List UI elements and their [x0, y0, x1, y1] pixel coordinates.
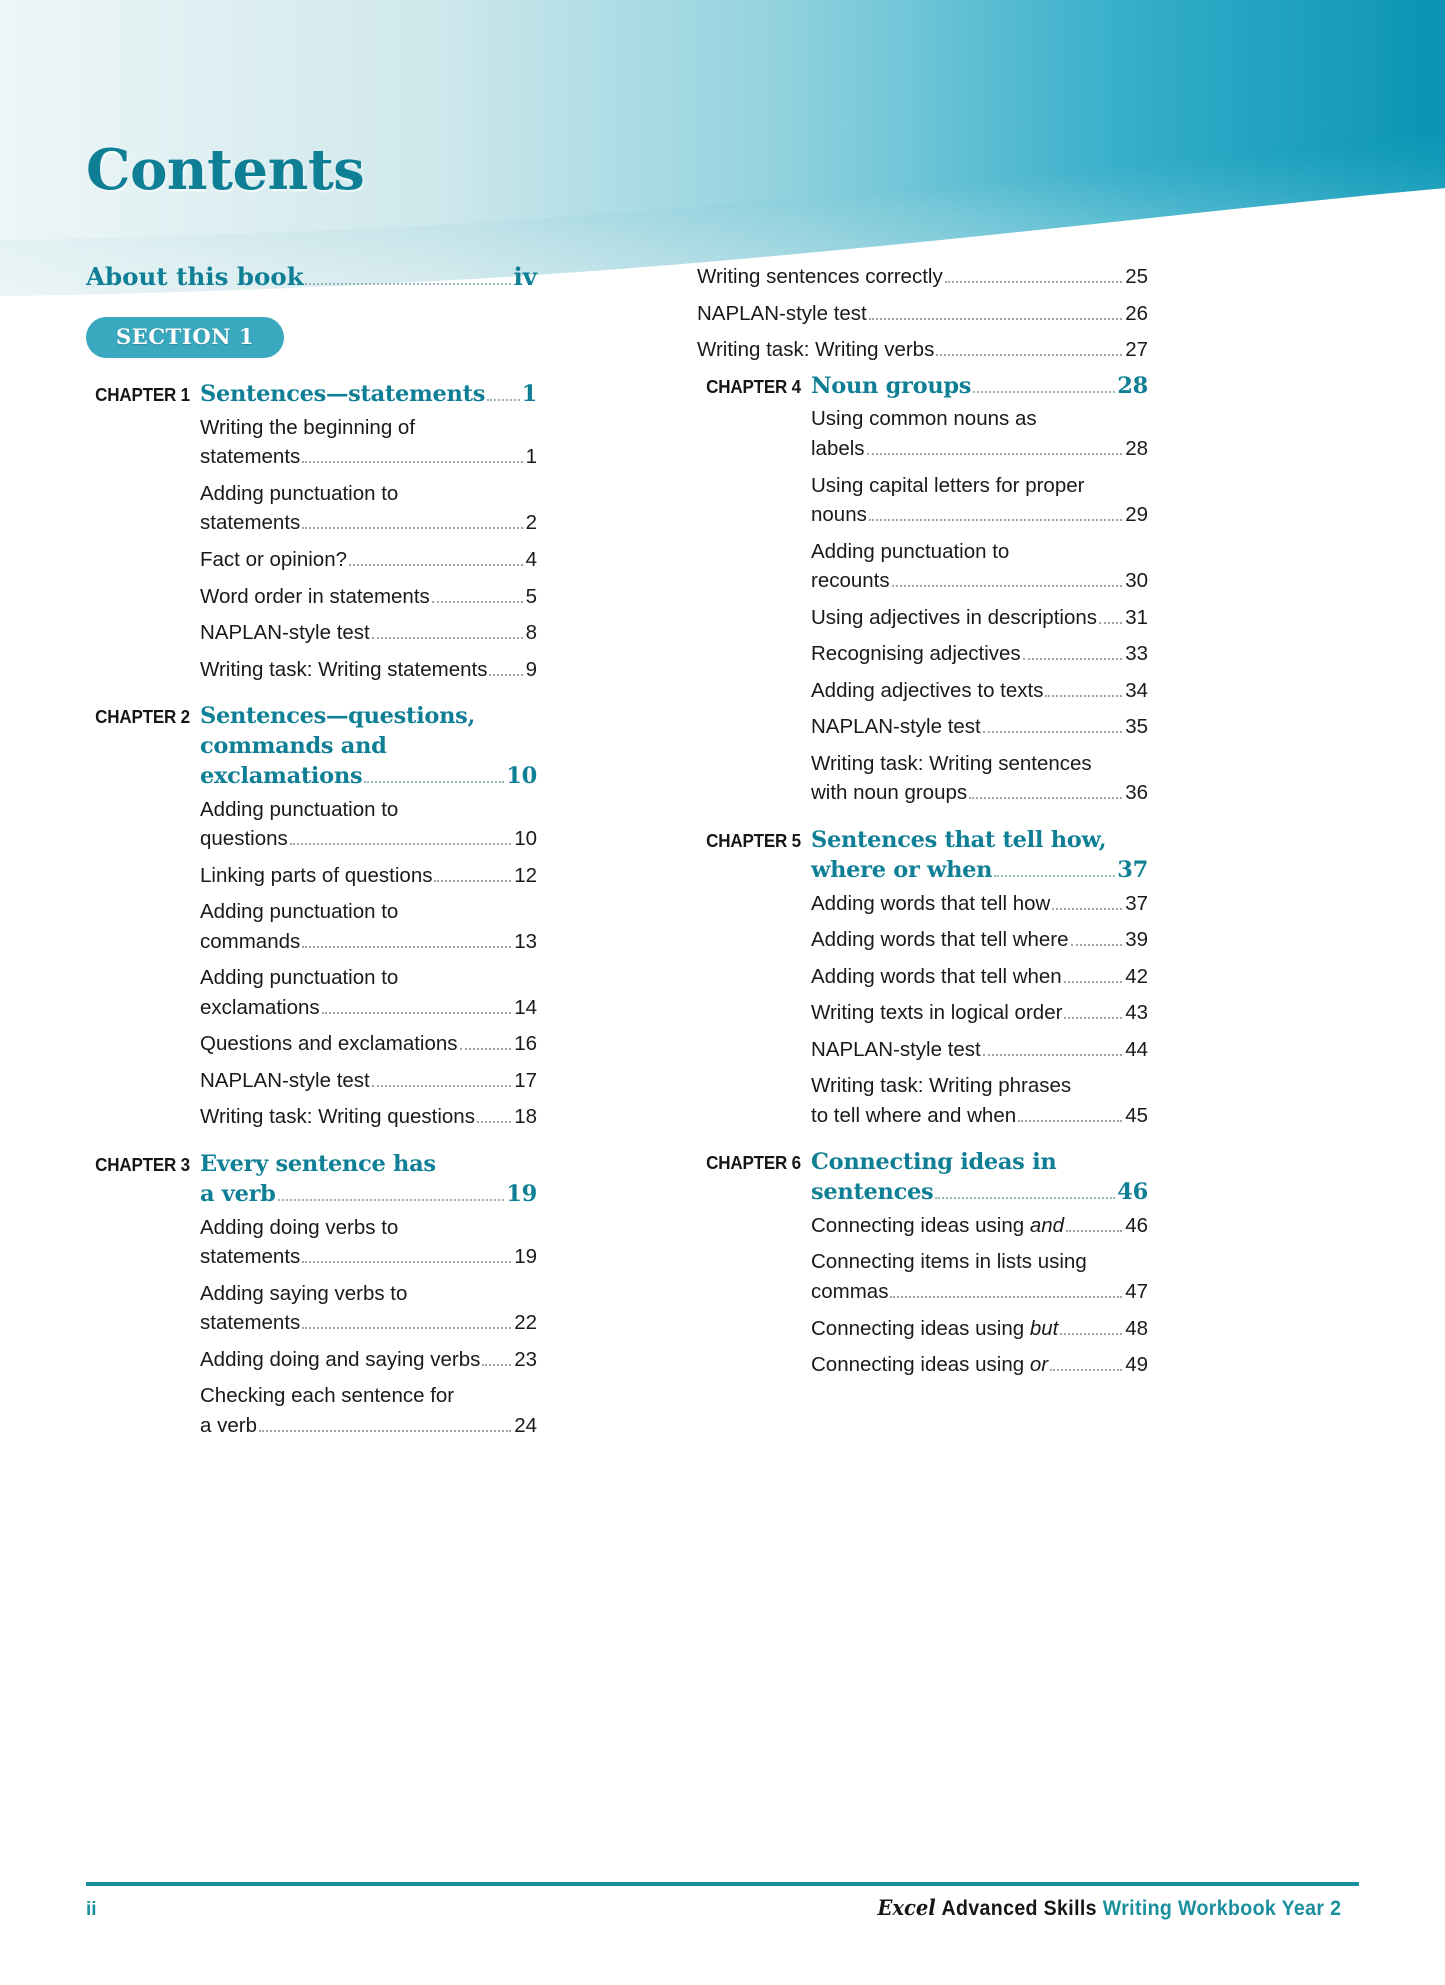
chapter-entry-list [811, 404, 1148, 807]
toc-entry-last-line [811, 962, 1148, 992]
toc-chapter [697, 826, 1148, 1130]
toc-entry[interactable] [200, 1066, 537, 1096]
toc-entry-line: Using capital letters for proper [811, 473, 1085, 497]
toc-entry-page: 31 [1125, 605, 1148, 629]
leader-dots [969, 796, 1122, 799]
toc-entry[interactable] [811, 1211, 1148, 1241]
toc-entry-last-line [200, 1242, 537, 1272]
chapter-title [811, 826, 1148, 886]
right-column [697, 262, 1148, 1398]
chapter-title-line [811, 372, 1148, 402]
toc-entry-page: 16 [514, 1032, 537, 1056]
toc-entry-page: 26 [1125, 301, 1148, 325]
toc-entry-text: Adding words that tell when [811, 964, 1062, 988]
toc-entry-line: Writing the beginning of [200, 415, 416, 439]
toc-entry[interactable] [200, 1279, 537, 1338]
toc-entry-page: 47 [1125, 1279, 1148, 1303]
toc-entry-last-line [811, 925, 1148, 955]
chapter-title-text: sentences [811, 1179, 934, 1206]
chapter-entry-list [811, 1211, 1148, 1380]
toc-entry-text: with noun groups [811, 781, 968, 805]
toc-entry-last-line [200, 1029, 537, 1059]
toc-entry-page: 12 [514, 863, 537, 887]
toc-entry-page: 37 [1125, 891, 1148, 915]
leader-dots [936, 353, 1122, 356]
toc-entry[interactable] [697, 262, 1148, 292]
leader-dots [302, 526, 522, 529]
leader-dots [302, 945, 511, 948]
toc-entry-last-line [811, 434, 1148, 464]
toc-entry-line: Writing task: Writing sentences [811, 751, 1092, 775]
chapter-title-text: Sentences—questions, [200, 703, 476, 730]
toc-entry[interactable] [200, 1213, 537, 1272]
footer-rule [86, 1882, 1359, 1886]
toc-entry-page: 4 [525, 547, 537, 571]
leader-dots [349, 563, 523, 566]
toc-entry-line: Adding punctuation to [200, 797, 399, 821]
toc-entry-text: questions [200, 827, 288, 851]
toc-entry-page: 17 [514, 1068, 537, 1092]
leader-dots [434, 879, 511, 882]
about-this-book-entry[interactable] [86, 262, 537, 291]
leader-dots [259, 1429, 511, 1432]
toc-entry[interactable] [811, 1035, 1148, 1065]
toc-entry-text: statements [200, 1245, 301, 1269]
right-chapter-list [697, 372, 1148, 1380]
leader-dots [322, 1011, 512, 1014]
toc-entry-page: 5 [525, 584, 537, 608]
leader-dots [983, 730, 1122, 733]
brand-excel: Excel [877, 1895, 936, 1920]
chapter-heading[interactable] [86, 702, 537, 792]
toc-entry-text: Connecting ideas using and [811, 1213, 1065, 1237]
chapter-page: 28 [1117, 372, 1148, 399]
toc-entry-text: Writing task: Writing verbs [697, 338, 935, 362]
leader-dots [1064, 1016, 1122, 1019]
left-chapter-list [86, 380, 537, 1440]
toc-chapter [697, 1148, 1148, 1379]
chapter-heading[interactable] [86, 1150, 537, 1210]
toc-entry-text: Writing task: Writing questions [200, 1105, 475, 1129]
toc-entry-last-line [200, 861, 537, 891]
page-footer [86, 1882, 1359, 1921]
toc-entry-last-line [200, 1102, 537, 1132]
toc-entry-page: 25 [1125, 265, 1148, 288]
toc-entry-last-line [200, 993, 537, 1023]
chapter-title [200, 1150, 537, 1210]
chapter-title-text: Sentences—statements [200, 381, 486, 407]
toc-entry-line: Adding saying verbs to [200, 1281, 408, 1305]
toc-entry-line: Adding punctuation to [811, 539, 1010, 563]
leader-dots [1045, 694, 1122, 697]
chapter-number-label: CHAPTER 1 [95, 384, 190, 405]
leader-dots [867, 452, 1123, 455]
toc-entry-text: commands [200, 929, 301, 953]
chapter-page: 46 [1117, 1179, 1148, 1206]
toc-entry-last-line [811, 1277, 1148, 1307]
toc-chapter [86, 1150, 537, 1440]
chapter-title-line [811, 826, 1148, 856]
leader-dots [869, 317, 1122, 320]
toc-entry-last-line [811, 1101, 1148, 1131]
toc-entry-last-line [811, 676, 1148, 706]
chapter-title-line [811, 856, 1148, 886]
chapter-title-text: Every sentence has [200, 1150, 436, 1177]
toc-chapter [697, 372, 1148, 808]
toc-entry-page: 28 [1125, 436, 1148, 460]
toc-entry[interactable] [200, 582, 537, 612]
toc-entry-last-line [200, 545, 537, 575]
leader-dots [302, 460, 522, 463]
toc-entry-last-line [200, 824, 537, 854]
chapter-title-text: where or when [811, 856, 993, 883]
toc-entry[interactable] [200, 963, 537, 1022]
toc-entry-page: 33 [1125, 642, 1148, 666]
toc-entry-page: 24 [514, 1413, 537, 1437]
toc-entry-line: Adding punctuation to [200, 966, 399, 990]
leader-dots [302, 1260, 511, 1263]
chapter-title-line [200, 1150, 537, 1180]
toc-entry-text: NAPLAN-style test [697, 301, 867, 325]
toc-entry[interactable] [811, 537, 1148, 596]
leader-dots [1050, 1368, 1122, 1371]
leader-dots [935, 1196, 1115, 1199]
chapter-title [811, 1148, 1148, 1208]
toc-entry-text: NAPLAN-style test [200, 621, 370, 645]
leader-dots [1064, 980, 1122, 983]
toc-entry-last-line [811, 603, 1148, 633]
chapter-entry-list [200, 413, 537, 684]
leader-dots [1071, 943, 1123, 946]
chapter-page: 19 [506, 1180, 537, 1207]
toc-entry-last-line [811, 778, 1148, 808]
toc-entry[interactable] [811, 1247, 1148, 1306]
toc-entry-page: 34 [1125, 678, 1148, 702]
toc-entry[interactable] [200, 1102, 537, 1132]
leader-dots [460, 1047, 512, 1050]
toc-entry-page: 49 [1125, 1353, 1148, 1377]
leader-dots [305, 282, 512, 285]
chapter-title-text: Noun groups [811, 372, 972, 399]
toc-entry-text: to tell where and when [811, 1103, 1017, 1127]
toc-entry-last-line [811, 998, 1148, 1028]
leader-dots [1066, 1229, 1122, 1232]
toc-entry[interactable] [697, 335, 1148, 365]
toc-entry-text: Writing texts in logical order [811, 1001, 1063, 1025]
toc-entry-last-line [811, 712, 1148, 742]
toc-entry-page: 48 [1125, 1316, 1148, 1340]
toc-entry-page: 42 [1125, 964, 1148, 988]
chapter-heading[interactable] [697, 1148, 1148, 1208]
toc-entry[interactable] [200, 655, 537, 685]
chapter-title-line [811, 1178, 1148, 1208]
toc-entry-last-line [200, 1308, 537, 1338]
chapter-title-line [811, 1148, 1148, 1178]
toc-entry-page: 44 [1125, 1037, 1148, 1061]
toc-entry[interactable] [200, 413, 537, 472]
toc-entry[interactable] [200, 545, 537, 575]
toc-entry-text: Using adjectives in descriptions [811, 605, 1097, 629]
chapter-number-label: CHAPTER 4 [706, 375, 801, 397]
left-column [86, 262, 537, 1458]
toc-entry-last-line [811, 1314, 1148, 1344]
toc-entry-text: Connecting ideas using but [811, 1316, 1059, 1340]
toc-entry-text: statements [200, 445, 301, 469]
toc-entry[interactable] [811, 404, 1148, 463]
toc-entry[interactable] [811, 712, 1148, 742]
toc-entry-page: 19 [514, 1245, 537, 1269]
toc-entry-last-line [811, 500, 1148, 530]
leader-dots [890, 1295, 1122, 1298]
toc-entry-text: Connecting ideas using or [811, 1353, 1049, 1377]
brand-subtitle: Advanced Skills [941, 1897, 1098, 1920]
toc-entry-page: 9 [525, 657, 537, 681]
toc-entry-text: NAPLAN-style test [811, 715, 981, 739]
toc-entry-text: statements [200, 511, 301, 535]
toc-entry[interactable] [811, 471, 1148, 530]
toc-entry-page: 23 [514, 1347, 537, 1371]
toc-entry-text: NAPLAN-style test [200, 1068, 370, 1092]
leader-dots [372, 636, 523, 639]
chapter-title-text: a verb [200, 1180, 276, 1207]
toc-entry-text: Fact or opinion? [200, 547, 348, 571]
toc-entry-last-line [697, 299, 1148, 329]
toc-entry-text: labels [811, 436, 865, 460]
toc-entry-text: Adding doing and saying verbs [200, 1347, 481, 1371]
toc-entry[interactable] [811, 1071, 1148, 1130]
toc-entry-line: Adding punctuation to [200, 481, 399, 505]
toc-entry-text: nouns [811, 503, 867, 527]
toc-entry-page: 22 [514, 1311, 537, 1335]
leader-dots [892, 584, 1123, 587]
toc-entry-page: 13 [514, 929, 537, 953]
toc-entry-last-line [811, 889, 1148, 919]
chapter-title-text: commands and [200, 732, 387, 759]
chapter-title-line [200, 762, 537, 792]
toc-entry-text: Adding words that tell where [811, 928, 1069, 952]
book-title-footer [878, 1895, 1342, 1921]
toc-entry[interactable] [811, 603, 1148, 633]
chapter-title [811, 372, 1148, 402]
toc-entry-last-line [697, 335, 1148, 365]
chapter-number-label: CHAPTER 5 [706, 829, 801, 851]
continued-entry-list [697, 262, 1148, 365]
toc-entry[interactable] [200, 1345, 537, 1375]
leader-dots [1018, 1119, 1122, 1122]
toc-entry-line: Checking each sentence for [200, 1384, 455, 1408]
toc-entry-page: 14 [514, 995, 537, 1019]
toc-entry-text: Recognising adjectives [811, 642, 1021, 666]
leader-dots [302, 1326, 511, 1329]
chapter-number-label: CHAPTER 2 [95, 706, 190, 728]
toc-entry-line: Connecting items in lists using [811, 1250, 1087, 1274]
toc-entry[interactable] [200, 479, 537, 538]
leader-dots [364, 780, 504, 783]
leader-dots [489, 673, 522, 676]
toc-entry-last-line [200, 508, 537, 538]
toc-entry[interactable] [811, 676, 1148, 706]
chapter-entry-list [200, 795, 537, 1132]
toc-entry-text: recounts [811, 569, 890, 593]
toc-entry-page: 8 [525, 621, 537, 645]
chapter-page: 1 [521, 381, 537, 407]
toc-entry-page: 35 [1125, 715, 1148, 739]
toc-entry-last-line [200, 442, 537, 472]
toc-entry-page: 45 [1125, 1103, 1148, 1127]
toc-entry[interactable] [200, 897, 537, 956]
toc-entry-text: Adding adjectives to texts [811, 678, 1044, 702]
leader-dots [1023, 657, 1123, 660]
toc-entry-text: NAPLAN-style test [811, 1037, 981, 1061]
toc-entry-page: 29 [1125, 503, 1148, 527]
toc-chapter [86, 380, 537, 684]
toc-entry-text: Word order in statements [200, 584, 430, 608]
brand-series: Writing Workbook Year 2 [1102, 1897, 1342, 1920]
toc-entry-last-line [811, 1350, 1148, 1380]
chapter-heading[interactable] [697, 372, 1148, 402]
chapter-heading[interactable] [86, 380, 537, 410]
toc-entry-last-line [200, 1345, 537, 1375]
toc-entry[interactable] [697, 299, 1148, 329]
toc-entry-last-line [200, 1411, 537, 1441]
chapter-title-line [200, 380, 537, 410]
toc-entry-text: Linking parts of questions [200, 863, 433, 887]
toc-entry[interactable] [200, 1029, 537, 1059]
chapter-title-line [200, 1180, 537, 1210]
toc-entry[interactable] [200, 795, 537, 854]
toc-entry[interactable] [811, 962, 1148, 992]
toc-entry[interactable] [811, 998, 1148, 1028]
toc-entry-line: Adding punctuation to [200, 900, 399, 924]
toc-entry-last-line [811, 1211, 1148, 1241]
toc-entry-line: Writing task: Writing phrases [811, 1074, 1072, 1098]
toc-chapter [86, 702, 537, 1132]
toc-entry[interactable] [811, 1314, 1148, 1344]
toc-entry-text: a verb [200, 1413, 257, 1437]
about-this-book-label: About this book [86, 262, 304, 291]
chapter-entry-list [200, 1213, 537, 1441]
page-title: Contents [86, 136, 365, 203]
toc-entry-page: 18 [514, 1105, 537, 1129]
toc-entry-last-line [811, 639, 1148, 669]
toc-entry-last-line [200, 655, 537, 685]
toc-entry[interactable] [811, 1350, 1148, 1380]
toc-entry-last-line [200, 1066, 537, 1096]
toc-entry-page: 1 [525, 445, 537, 469]
leader-dots [372, 1084, 511, 1087]
toc-entry[interactable] [200, 618, 537, 648]
leader-dots [1060, 1332, 1122, 1335]
leader-dots [477, 1120, 511, 1123]
chapter-entry-list [811, 889, 1148, 1131]
chapter-number-label: CHAPTER 6 [706, 1152, 801, 1174]
toc-entry-page: 27 [1125, 338, 1148, 362]
toc-entry-text: statements [200, 1311, 301, 1335]
toc-entry[interactable] [811, 639, 1148, 669]
toc-entry-last-line [811, 1035, 1148, 1065]
toc-entry-text: Writing sentences correctly [697, 265, 943, 288]
leader-dots [983, 1053, 1122, 1056]
toc-entry-last-line [200, 618, 537, 648]
toc-entry-last-line [811, 566, 1148, 596]
leader-dots [973, 390, 1115, 393]
leader-dots [482, 1363, 511, 1366]
chapter-page: 10 [506, 762, 537, 789]
chapter-title [200, 380, 537, 410]
chapter-title [200, 702, 537, 792]
leader-dots [290, 842, 511, 845]
about-this-book-page: iv [513, 262, 537, 291]
toc-entry-page: 46 [1125, 1213, 1148, 1237]
toc-entry-text: commas [811, 1279, 889, 1303]
chapter-title-line [200, 732, 537, 762]
leader-dots [432, 600, 523, 603]
toc-entry-text: Adding words that tell how [811, 891, 1051, 915]
leader-dots [869, 518, 1122, 521]
chapter-number-label: CHAPTER 3 [95, 1153, 190, 1175]
leader-dots [994, 874, 1115, 877]
chapter-title-line [200, 702, 537, 732]
chapter-title-text: exclamations [200, 762, 363, 789]
toc-entry[interactable] [200, 861, 537, 891]
leader-dots [487, 398, 520, 401]
toc-entry-page: 10 [514, 827, 537, 851]
chapter-page: 37 [1117, 856, 1148, 883]
leader-dots [278, 1198, 505, 1201]
page-number: ii [86, 1899, 97, 1920]
toc-entry[interactable] [811, 749, 1148, 808]
toc-entry[interactable] [811, 925, 1148, 955]
toc-entry-page: 43 [1125, 1001, 1148, 1025]
leader-dots [945, 280, 1122, 283]
toc-entry-page: 30 [1125, 569, 1148, 593]
toc-entry-line: Using common nouns as [811, 407, 1037, 431]
toc-entry-text: Writing task: Writing statements [200, 657, 488, 681]
toc-entry[interactable] [200, 1381, 537, 1440]
toc-entry-last-line [200, 927, 537, 957]
toc-entry-page: 2 [525, 511, 537, 535]
chapter-heading[interactable] [697, 826, 1148, 886]
leader-dots [1099, 621, 1122, 624]
toc-entry-last-line [697, 262, 1148, 292]
chapter-title-text: Sentences that tell how, [811, 826, 1107, 853]
chapter-title-text: Connecting ideas in [811, 1149, 1057, 1176]
section-1-badge: SECTION 1 [86, 317, 284, 358]
toc-entry-text: exclamations [200, 995, 320, 1019]
toc-entry-page: 39 [1125, 928, 1148, 952]
toc-entry-line: Adding doing verbs to [200, 1215, 399, 1239]
toc-entry-page: 36 [1125, 781, 1148, 805]
leader-dots [1052, 907, 1122, 910]
toc-entry-last-line [200, 582, 537, 612]
toc-entry-text: Questions and exclamations [200, 1032, 458, 1056]
toc-entry[interactable] [811, 889, 1148, 919]
